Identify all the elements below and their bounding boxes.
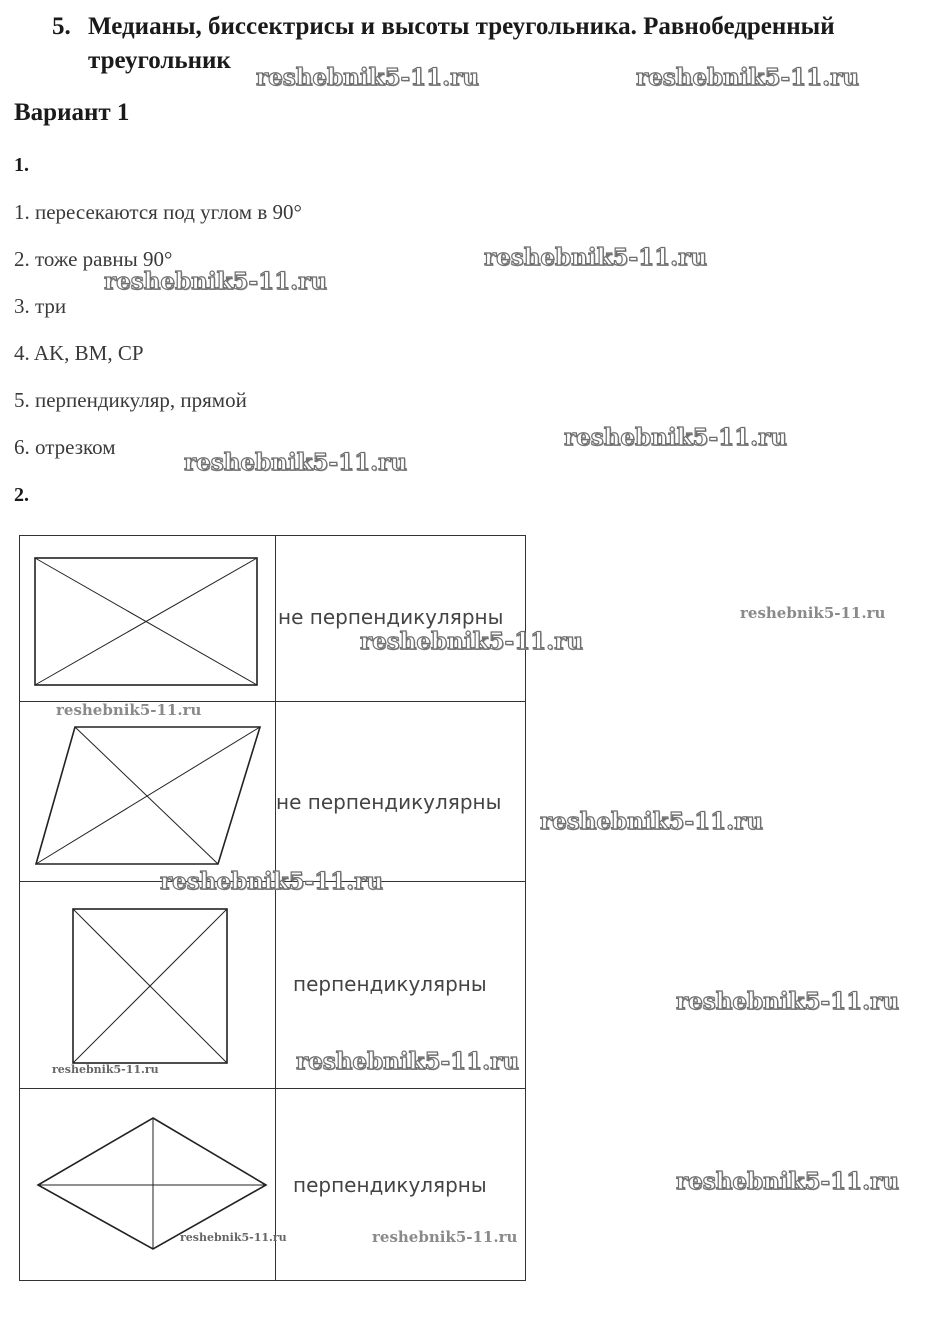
answer-item: 3. три: [14, 294, 67, 318]
watermark: reshebnik5-11.ru: [160, 868, 383, 895]
watermark: reshebnik5-11.ru: [484, 244, 707, 271]
figure-cell: [20, 1089, 276, 1280]
watermark: reshebnik5-11.ru: [676, 1168, 899, 1195]
table-row: [20, 701, 525, 881]
section-title-line1: Медианы, биссектрисы и высоты треугольника. Равнобедренный: [88, 13, 835, 40]
watermark: reshebnik5-11.ru: [104, 268, 327, 295]
answer-item: 2. тоже равны 90°: [14, 247, 173, 271]
watermark: reshebnik5-11.ru: [256, 64, 479, 91]
answer-text: не перпендикулярны: [278, 605, 504, 629]
answer-text: перпендикулярны: [293, 972, 487, 996]
watermark: reshebnik5-11.ru: [372, 1228, 518, 1246]
watermark: reshebnik5-11.ru: [56, 701, 202, 719]
task1-label: 1.: [14, 154, 29, 176]
answer-text: перпендикулярны: [293, 1173, 487, 1197]
answer-item: 5. перпендикуляр, прямой: [14, 388, 247, 412]
rhombus-figure: [20, 1089, 276, 1281]
watermark: reshebnik5-11.ru: [740, 604, 886, 622]
answer-item: 6. отрезком: [14, 435, 116, 459]
watermark: reshebnik5-11.ru: [360, 628, 583, 655]
square-figure: [20, 882, 276, 1089]
watermark: reshebnik5-11.ru: [676, 988, 899, 1015]
answer-item: 1. пересекаются под углом в 90°: [14, 200, 302, 224]
watermark: reshebnik5-11.ru: [52, 1063, 159, 1076]
rectangle-figure: [20, 536, 276, 701]
section-title-line2: треугольник: [88, 47, 231, 74]
answer-item: 4. AK, BM, CP: [14, 341, 144, 365]
figure-cell: [20, 702, 276, 881]
watermark: reshebnik5-11.ru: [180, 1231, 287, 1244]
table-row: [20, 536, 525, 701]
answer-cell: [276, 702, 525, 881]
section-number: 5.: [52, 13, 71, 40]
task2-label: 2.: [14, 484, 29, 506]
variant-title: Вариант 1: [14, 99, 130, 126]
answer-cell: [276, 536, 525, 701]
answer-cell: [276, 1089, 525, 1280]
figure-cell: [20, 536, 276, 701]
watermark: reshebnik5-11.ru: [184, 449, 407, 476]
answer-text: не перпендикулярны: [276, 790, 502, 814]
table-row: [20, 1088, 525, 1280]
figure-cell: [20, 882, 276, 1088]
watermark: reshebnik5-11.ru: [540, 808, 763, 835]
watermark: reshebnik5-11.ru: [564, 424, 787, 451]
watermark: reshebnik5-11.ru: [636, 64, 859, 91]
watermark: reshebnik5-11.ru: [296, 1048, 519, 1075]
parallelogram-figure: [20, 702, 276, 882]
